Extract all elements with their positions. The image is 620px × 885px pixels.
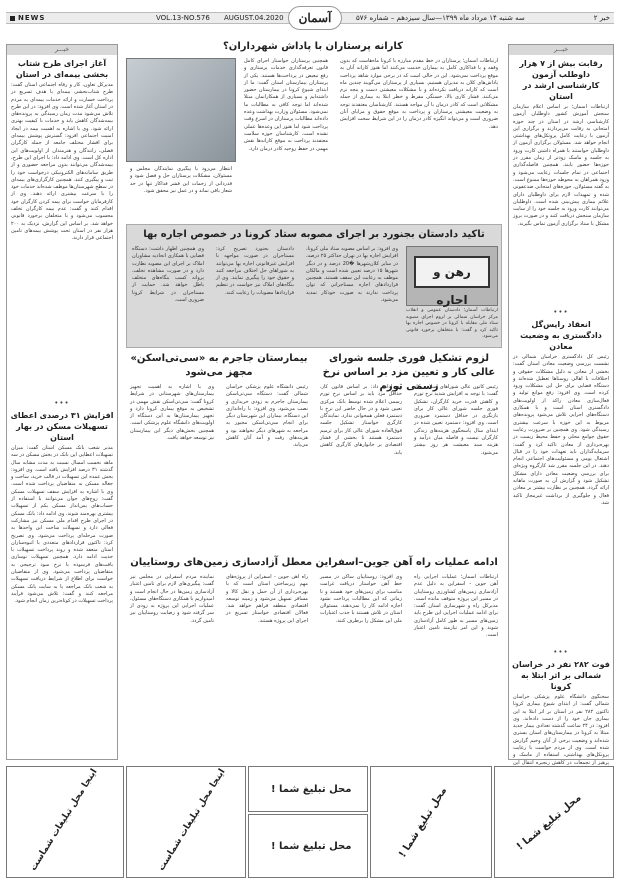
right-sidebar [508,44,614,766]
left-article-1-text: مدیرکل تعاون، کار و رفاه اجتماعی استان گفت: طرح شتاب‌بخشی بیمه‌ای با هدف تسریع در پرداخت خسارت و ارائه خدمات بیمه‌ای به مردم در استان آغاز شده است. وی افزود: در این طرح تلاش می‌شود مدت زمان رسیدگی به پرونده‌های بیمه‌شدگان کاهش یابد و خدمات با کیفیت بهتری ارائه شود. وی با اشاره به اهمیت بیمه در ایجاد امنیت اجتماعی افزود: گسترش پوشش بیمه‌ای برای اقشار مختلف جامعه از جمله کارگران فصلی، رانندگان و هنرمندان از اولویت‌های این اداره کل است. وی ادامه داد: با اجرای این طرح، بیمه‌شدگان می‌توانند بدون مراجعه حضوری و از طریق سامانه‌های الکترونیکی درخواست خود را ثبت و پیگیری کنند. همچنین کارگزاری‌های بیمه‌ای در سطح شهرستان‌ها موظف شده‌اند خدمات خود را با سرعت بیشتری ارائه دهند. وی از کارفرمایان خواست برای بیمه کردن کارگران خود اقدام کنند و گفت: عدم بیمه کارگران تخلف محسوب می‌شود و با متخلفان برخورد قانونی خواهد شد. بر اساس این گزارش، نزدیک به ۲۰۰ هزار نفر در استان تحت پوشش بیمه‌های تامین اجتماعی قرار دارند. [11,82,113,242]
railway-article-text-3: راه آهن جوین - اسفراین از پروژه‌های مهم زیرساختی استان است که با بهره‌برداری از آن حمل و نقل کالا و مسافر تسهیل می‌شود و زمینه توسعه اقتصادی منطقه فراهم خواهد شد. فعالان اقتصادی خواستار تسریع در اجرای این پروژه هستند. [226,574,308,624]
persian-date: سه شنبه ۱۴ مرداد ماه ۱۳۹۹—سال سیزدهم – شماره ۵۷۶ [356,14,525,22]
news-text: NEWS [18,14,46,22]
left-headline-1: آغاز اجرای طرح شتاب بخشی بیمه‌ای در استان [15,59,109,79]
headline-railway: ادامه عملیات راه آهن جوین–اسفراین معطل آزادسازی زمین‌های روستاییان [130,557,498,568]
ctscan-article-text-1: رئیس دانشگاه علوم پزشکی خراسان شمالی گفت: دستگاه سی‌تی‌اسکن بیمارستان جاجرم به زودی خریداری و نصب می‌شود. وی افزود: با راه‌اندازی این دستگاه، بیماران این شهرستان دیگر برای انجام سی‌تی‌اسکن مجبور به مراجعه به شهرهای دیگر نخواهند بود و هزینه‌های رفت و آمد آنان کاهش می‌یابد. [226,384,308,449]
nurses-photo [126,58,236,162]
rent-article-text-3: وی همچنین اظهار داشت: دستگاه قضایی با همکاری اتحادیه مشاوران املاک بر اجرای این مصوبه نظارت دارد و در صورت مشاهده تخلف، پروانه کسب بنگاه‌های متخلف باطل خواهد شد. حمایت از مستاجران در شرایط کرونا ضروری است. [132,246,204,304]
nurses-article-text-3: انتظار می‌رود با پیگیری نمایندگان مجلس و مسئولان، مشکلات پرستاران حل و فصل شود و قدردانی از زحمات این قشر فداکار تنها در حد شعار باقی نماند و در عمل نیز محقق شود. [130,166,232,194]
ad-label: محل تبلیغ شما ! [271,784,352,795]
separator-dots: ••• [553,308,569,316]
wage-article-text-1: رئیس کانون عالی شوراهای اسلامی کار گفت: با توجه به افزایش شدید نرخ تورم و کاهش قدرت خرید کارگران، تشکیل فوری جلسه شورای عالی کار برای بازنگری در حداقل دستمزد ضروری است. وی افزود: دستمزد تعیین شده در ابتدای سال پاسخگوی هزینه‌های زندگی کارگران نیست و فاصله میان درآمد و هزینه سبد معیشت هر روز بیشتر می‌شود. [414,384,498,456]
railway-article-text-1: ارتباطات آسمان؛ عملیات اجرایی راه آهن جوین - اسفراین به دلیل عدم آزادسازی زمین‌های کشاورزی روستاییان در مسیر این پروژه متوقف مانده است. مدیرکل راه و شهرسازی استان گفت: برای ادامه عملیات اجرایی این طرح باید زمین‌های مسیر به طور کامل آزادسازی شوند و این امر نیازمند تامین اعتبار است. [414,574,498,639]
rent-sign: رهن و اجاره [414,256,490,288]
right-article-3-text: سخنگوی دانشگاه علوم پزشکی خراسان شمالی گفت: از ابتدای شیوع بیماری کرونا تاکنون ۲۸۲ نفر در استان بر اثر ابتلا به این بیماری جان خود را از دست داده‌اند. وی افزود: در ۲۴ ساعت گذشته تعدادی بیمار جدید مبتلا به کرونا در بیمارستان‌های استان بستری شده‌اند و وضعیت برخی از آنان وخیم گزارش شده است. وی از مردم خواست با رعایت پروتکل‌های بهداشتی، استفاده از ماسک و پرهیز از تجمعات در کاهش زنجیره انتقال این [513,694,609,766]
english-date: AUGUST.04.2020 [224,14,284,22]
right-article-2-text: رئیس کل دادگستری خراسان شمالی در نشست بررسی وضعیت معادن استان گفت: بخشی از معادن به دلیل مشکلات حقوقی و اختلافات با اهالی روستاها تعطیل شده‌اند و دستگاه قضایی برای حل این مشکلات ورود کرده است. وی افزود: رفع موانع تولید و فعال‌سازی معادن راکد از اولویت‌های دادگستری استان است و با همکاری دستگاه‌های اجرایی تلاش می‌شود پرونده‌های مربوط به این حوزه با سرعت بیشتری رسیدگی شود. وی همچنین بر ضرورت رعایت حقوق جوامع محلی و حفظ محیط زیست در بهره‌برداری از معادن تاکید کرد و گفت: سرمایه‌گذاران باید تعهدات خود را در قبال اشتغال بومی و مسئولیت‌های اجتماعی انجام دهند. در این جلسه مقرر شد کارگروه ویژه‌ای برای بررسی وضعیت معادن دارای مشکل تشکیل شود و گزارش آن به صورت ماهانه ارائه گردد. همچنین بر نظارت بیشتر بر معادن فعال و جلوگیری از برداشت غیرمجاز تاکید شد. [513,354,609,506]
right-headline-3: فوت ۲۸۲ نفر در خراسان شمالی بر اثر ابتلا به کرونا [512,660,610,691]
right-headline-2: انعقاد رایس‌گل دادگستری به وضعیت معادن [520,320,602,351]
ad-label: محل تبلیغ شما ! [397,785,450,860]
square-icon [10,16,15,21]
ad-label: محل تبلیغ شما ! [271,841,352,852]
ad-box-5[interactable] [370,766,492,878]
ad-box-1[interactable] [6,766,124,878]
right-article-1-text: ارتباطات آسمان؛ بر اساس اعلام سازمان سنجش آموزش کشور داوطلبان آزمون کارشناسی ارشد در استان در چند حوزه امتحانی به رقابت می‌پردازند و برگزاری این آزمون با رعایت کامل پروتکل‌های بهداشتی انجام خواهد شد. مسئولان برگزاری آزمون از داوطلبان خواستند با همراه داشتن کارت ورود به جلسه و ماسک زودتر از زمان مقرر در حوزه‌ها حضور یابند. همچنین فاصله‌گذاری اجتماعی در تمام جلسات رعایت می‌شود و ورود همراهان به محوطه حوزه‌ها ممنوع است. به گفته مسئولان، حوزه‌های امتحانی ضدعفونی شده و تمهیدات لازم برای داوطلبان دارای علائم بیماری پیش‌بینی شده است. داوطلبان می‌توانند کارت ورود به جلسه خود را از سایت سازمان سنجش دریافت کنند و در صورت بروز مشکل با ستاد برگزاری آزمون تماس بگیرند. [513,104,609,227]
ad-label: محل تبلیغ شما ! [514,792,584,853]
headline-wage: لزوم تشکیل فوری جلسه شورای عالی کار و تعیین مزد بر اساس نرخ رسمی تورم [322,353,496,392]
left-sidebar [6,44,118,760]
ctscan-article-text-2: وی با اشاره به اهمیت تجهیز بیمارستان‌های شهرستانی در شرایط کرونا گفت: سی‌تی‌اسکن نقش مهمی در تشخیص به موقع بیماری کرونا دارد و تجهیز بیمارستان‌ها به این دستگاه از اولویت‌های دانشگاه علوم پزشکی است. همچنین بخش‌های دیگر این بیمارستان نیز توسعه خواهد یافت. [130,384,214,442]
right-sidebar-head: خبـــر [509,45,613,55]
railway-article-text-2: وی افزود: روستاییان ساکن در مسیر خط آهن خواستار دریافت غرامت مناسب برای زمین‌های خود هستند و تا زمانی که این مطالبات پرداخت نشود اجازه ادامه کار را نمی‌دهند. مسئولان استان در تلاش هستند با جذب اعتبارات ملی این مشکل را برطرف کنند. [320,574,402,624]
right-headline-1: رقابت بیش از ۷ هزار داوطلب آزمون کارشناسی ارشد در استان [519,59,603,101]
news-label [10,12,45,24]
nurses-article-text-2: همچنین پرستاران خواستار اجرای کامل قانون تعرفه‌گذاری خدمات پرستاری و رفع تبعیض در پرداخت‌ها هستند. یکی از پرستاران بیمارستان استان گفت: ما از ابتدای شیوع کرونا در بیمارستان حضور داشته‌ایم و بسیاری از همکارانمان مبتلا شده‌اند اما توجه کافی به مطالبات ما نمی‌شود. مسئولان وزارت بهداشت وعده داده‌اند مطالبات پرستاران در اسرع وقت پرداخت شود اما هنوز این وعده‌ها عملی نشده است. کارشناسان حوزه سلامت معتقدند پرداخت به موقع کارانه‌ها نقش مهمی در حفظ روحیه کادر درمان دارد. [244,58,328,152]
rent-article-text-1: وی افزود: بر اساس مصوبه ستاد ملی کرونا، افزایش اجاره بها در تهران حداکثر ۲۵ درصد، در سایر کلان‌شهرها �20 درصد و در دیگر شهرها ۱۵ درصد تعیین شده است و مالکان موظف به رعایت این سقف هستند. همچنین قراردادهای اجاره مستاجرانی که توان پرداخت ندارند به صورت خودکار تمدید می‌شود. [306,246,398,304]
volume-number: VOL.13-NO.576 [156,14,210,22]
rent-article-text-2: دادستان بجنورد تصریح کرد: مستاجران در صورت مواجهه با افزایش غیرقانونی اجاره بها می‌توانند به شوراهای حل اختلاف مراجعه کنند و حقوق خود را پیگیری نمایند. وی از بنگاه‌های املاک نیز خواست در تنظیم قراردادها مصوبات را رعایت کنند. [216,246,294,296]
ad-box-3[interactable] [248,766,368,812]
wage-article-text-2: وی ادامه داد: بر اساس قانون کار، حداقل مزد باید بر اساس نرخ تورم رسمی اعلام شده توسط بانک مرکزی تعیین شود و در حال حاضر این نرخ با دستمزد فعلی همخوانی ندارد. نمایندگان کارگری خواستار تشکیل جلسه فوق‌العاده شورای عالی کار برای ترمیم دستمزد هستند تا بخشی از فشار اقتصادی بر خانوارهای کارگری کاهش یابد. [320,384,402,456]
headline-nurses: کارانه پرستاران با پاداش شهرداران؟ [223,41,403,52]
left-article-2-text: مدیر شعب بانک مسکن استان گفت: میزان تسهیلات اعطایی این بانک در بخش مسکن در سه ماهه نخست امسال نسبت به مدت مشابه سال گذشته ۳۱ درصد افزایش یافته است. وی افزود: بخش عمده این تسهیلات در قالب خرید، ساخت و جعاله مسکن به متقاضیان پرداخت شده است. وی با اشاره به افزایش سقف تسهیلات مسکن گفت: زوج‌های جوان می‌توانند با استفاده از حساب‌های پس‌انداز مسکن یکم از تسهیلات بیشتری بهره‌مند شوند. وی ادامه داد: بانک مسکن در اجرای طرح اقدام ملی مسکن نیز مشارکت فعالی دارد و تسهیلات ساخت این واحدها به صورت مرحله‌ای پرداخت می‌شود. وی تصریح کرد: تاکنون قراردادهای متعددی با انبوه‌سازان استان منعقد شده و روند پرداخت تسهیلات با جدیت ادامه دارد. همچنین تسهیلات نوسازی بافت‌های فرسوده با نرخ سود ترجیحی به متقاضیان پرداخت می‌شود. وی از متقاضیان خواست برای اطلاع از شرایط دریافت تسهیلات به شعب بانک مراجعه یا به سایت بانک مسکن مراجعه کنند و گفت: تلاش می‌شود فرآیند پرداخت تسهیلات در کوتاه‌ترین زمان انجام شود. [11,445,113,605]
ad-label: اینجا محل تبلیغات شماست [28,767,100,873]
page-label: خبر ۲ [593,14,610,22]
separator-dots: ••• [553,648,569,656]
rent-photo-caption: ارتباطات آسمان؛ دادستان عمومی و انقلاب مرکز خراسان شمالی بر لزوم اجرای مصوبه ستاد ملی مقابله با کرونا در خصوص اجاره بها تاکید کرد و گفت: با متخلفان برخورد قانونی می‌شود. [406,308,498,339]
headline-rent: تاکید دادستان بجنورد بر اجرای مصوبه ستاد کرونا در خصوص اجاره بها [143,229,485,240]
left-headline-2: افزایش ۳۱ درصدی اعطای تسهیلات مسکن در بهار استان [10,411,114,442]
nurses-article-text: ارتباطات آسمان؛ پرستاران در خط مقدم مبارزه با کرونا ماه‌هاست که بدون وقفه و با فداکاری کامل به بیماران خدمت می‌کنند اما هنوز کارانه آنان به موقع پرداخت نمی‌شود. این در حالی است که در برخی موارد شاهد پرداخت پاداش‌های کلان به مدیران هستیم. بسیاری از پرستاران می‌گویند چندین ماه است که کارانه دریافت نکرده‌اند و با مشکلات معیشتی دست و پنجه نرم می‌کنند. فشار کاری بالا، خستگی مفرط و خطر ابتلا به بیماری از جمله مشکلاتی است که کادر درمان با آن مواجه هستند. کارشناسان معتقدند توجه به وضعیت معیشتی پرستاران و پرداخت به موقع حقوق و مزایای آنان ضروری است و می‌تواند انگیزه کادر درمان را در این شرایط سخت افزایش دهد. [340,58,498,130]
newspaper-logo: آسمان [288,6,342,30]
masthead [6,6,614,30]
railway-article-text-4: نماینده مردم اسفراین در مجلس نیز گفت: پیگیری‌های لازم برای تامین اعتبار آزادسازی زمین‌ها در حال انجام است و امیدواریم با همکاری دستگاه‌های مسئول، عملیات اجرایی این پروژه به زودی از سر گرفته شود و رضایت روستاییان نیز تامین گردد. [130,574,214,624]
left-sidebar-head: خبـــر [7,45,117,55]
ad-box-6[interactable] [494,766,614,878]
ad-label: اینجا محل تبلیغات شماست [156,767,228,873]
separator-dots: ••• [54,399,70,407]
headline-ctscan: بیمارستان جاجرم به «سی‌تی‌اسکن» مجهز می‌شود [130,353,308,378]
ad-box-2[interactable] [126,766,246,878]
ad-box-4[interactable] [248,814,368,878]
